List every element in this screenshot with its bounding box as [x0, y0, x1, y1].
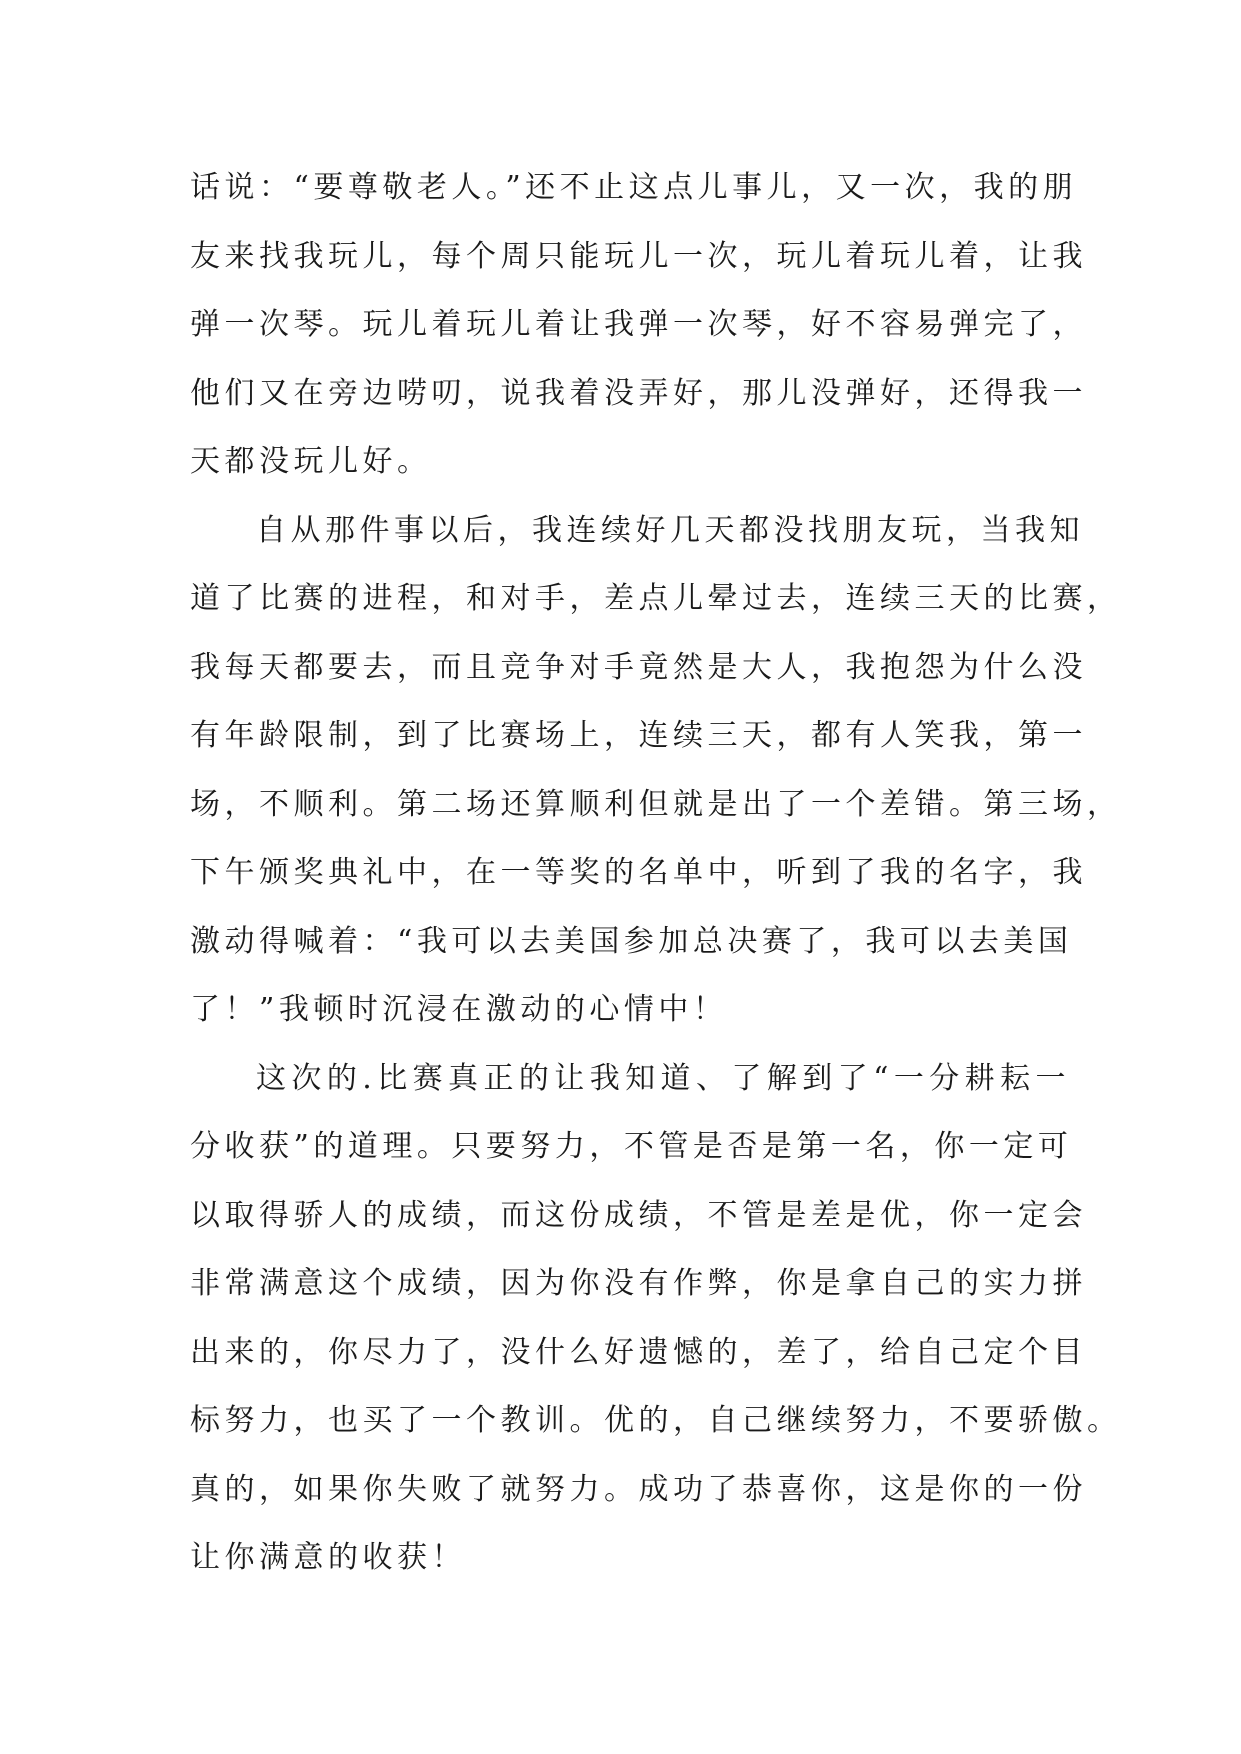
text-line: 弹一次琴。玩儿着玩儿着让我弹一次琴，好不容易弹完了，: [190, 307, 1087, 342]
text-line: 让你满意的收获！: [190, 1540, 466, 1575]
text-line: 有年龄限制，到了比赛场上，连续三天，都有人笑我，第一: [190, 718, 1087, 753]
text-line: 了！”我顿时沉浸在激动的心情中！: [190, 992, 728, 1027]
text-line: 友来找我玩儿，每个周只能玩儿一次，玩儿着玩儿着，让我: [190, 238, 1087, 274]
text-line: 天都没玩儿好。: [190, 444, 432, 479]
text-line: 下午颁奖典礼中，在一等奖的名单中，听到了我的名字，我: [190, 855, 1087, 890]
text-line: 道了比赛的进程，和对手，差点儿晕过去，连续三天的比赛，: [190, 581, 1122, 616]
text-line: 场，不顺利。第二场还算顺利但就是出了一个差错。第三场，: [190, 786, 1122, 822]
body-text: [190, 154, 1122, 1593]
text-line: 自从那件事以后，我连续好几天都没找朋友玩，当我知: [256, 512, 1084, 548]
text-line: 这次的.比赛真正的让我知道、了解到了“一分耕耘一: [256, 1060, 1070, 1096]
text-line: 我每天都要去，而且竞争对手竟然是大人，我抱怨为什么没: [190, 649, 1087, 685]
text-line: 以取得骄人的成绩，而这份成绩，不管是差是优，你一定会: [190, 1197, 1087, 1233]
text-line: 分收获”的道理。只要努力，不管是否是第一名，你一定可: [190, 1129, 1073, 1164]
text-line: 出来的，你尽力了，没什么好遗憾的，差了，给自己定个目: [190, 1334, 1087, 1370]
text-line: 真的，如果你失败了就努力。成功了恭喜你，这是你的一份: [190, 1471, 1087, 1507]
text-line: 标努力，也买了一个教训。优的，自己继续努力，不要骄傲。: [190, 1403, 1122, 1438]
text-line: 非常满意这个成绩，因为你没有作弊，你是拿自己的实力拼: [190, 1266, 1087, 1301]
text-line: 激动得喊着：“我可以去美国参加总决赛了，我可以去美国: [190, 923, 1073, 959]
text-line: 他们又在旁边唠叨，说我着没弄好，那儿没弹好，还得我一: [190, 375, 1087, 411]
text-line: 话说：“要尊敬老人。”还不止这点儿事儿，又一次，我的朋: [190, 170, 1078, 205]
